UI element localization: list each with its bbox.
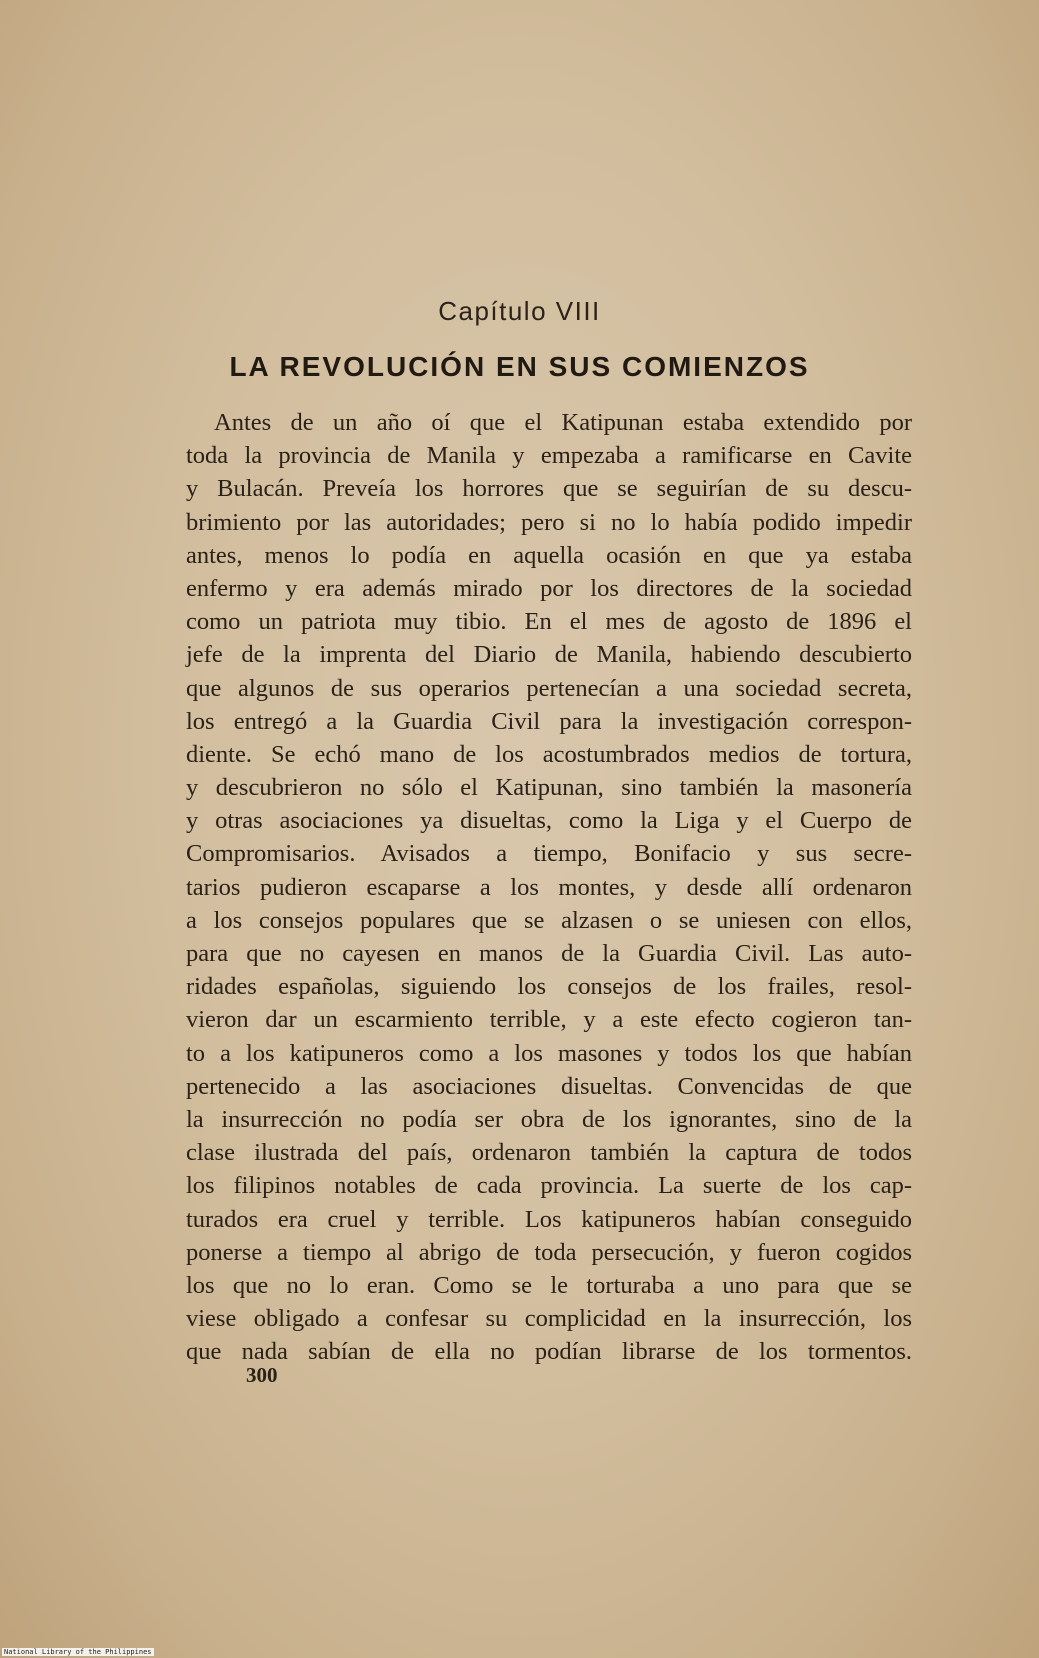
page-number: 300 [246,1363,278,1387]
text-line: los entregó a la Guardia Civil para la investigación correspon- [186,707,912,735]
chapter-label: Capítulo VIII [438,296,601,326]
text-line: como un patriota muy tibio. En el mes de agosto de 1896 el [186,608,912,636]
text-line: tarios pudieron escaparse a los montes, y desde allí ordenaron [186,873,912,901]
text-line: pertenecido a las asociaciones disueltas. Convencidas de que [186,1072,912,1100]
text-line: Antes de un año oí que el Katipunan estaba extendido por [214,409,912,436]
text-line: y Bulacán. Preveía los horrores que se seguirían de su descu- [186,475,912,503]
text-line: vieron dar un escarmiento terrible, y a este efecto cogieron tan- [186,1006,912,1034]
body-text [186,406,912,1368]
text-line: viese obligado a confesar su complicidad en la insurrección, los [186,1305,912,1333]
text-line: para que no cayesen en manos de la Guardia Civil. Las auto- [186,940,912,967]
text-line: los que no lo eran. Como se le torturaba a uno para que se [186,1271,912,1299]
text-line: toda la provincia de Manila y empezaba a ramificarse en Cavite [186,442,912,470]
chapter-title: LA REVOLUCIÓN EN SUS COMIENZOS [229,351,810,382]
text-line: y descubrieron no sólo el Katipunan, sino también la masonería [186,774,912,802]
text-line: ridades españolas, siguiendo los consejos de los frailes, resol- [186,973,912,1001]
text-line: diente. Se echó mano de los acostumbrados medios de tortura, [186,740,912,768]
text-line: brimiento por las autoridades; pero si no lo había podido impedir [186,508,912,536]
text-line: antes, menos lo podía en aquella ocasión en que ya estaba [186,541,912,569]
text-line: y otras asociaciones ya disueltas, como la Liga y el Cuerpo de [186,807,912,835]
text-line: la insurrección no podía ser obra de los ignorantes, sino de la [186,1105,912,1133]
text-line: turados era cruel y terrible. Los katipuneros habían conseguido [186,1205,912,1233]
text-line: clase ilustrada del país, ordenaron también la captura de todos [186,1139,912,1167]
text-line: jefe de la imprenta del Diario de Manila, habiendo descubierto [186,641,912,669]
text-line: los filipinos notables de cada provincia. La suerte de los cap- [186,1172,912,1200]
text-line: Compromisarios. Avisados a tiempo, Bonifacio y sus secre- [186,840,912,868]
text-line: ponerse a tiempo al abrigo de toda persecución, y fueron cogidos [186,1238,912,1266]
text-line: enfermo y era además mirado por los directores de la sociedad [186,574,912,602]
footer-credit: National Library of the Philippines [4,1648,152,1656]
text-line: que algunos de sus operarios pertenecían a una sociedad secreta, [186,674,912,702]
text-line: to a los katipuneros como a los masones y todos los que habían [186,1039,912,1067]
text-line: a los consejos populares que se alzasen o se uniesen con ellos, [186,906,912,934]
text-line: que nada sabían de ella no podían librarse de los tormentos. [186,1338,912,1366]
